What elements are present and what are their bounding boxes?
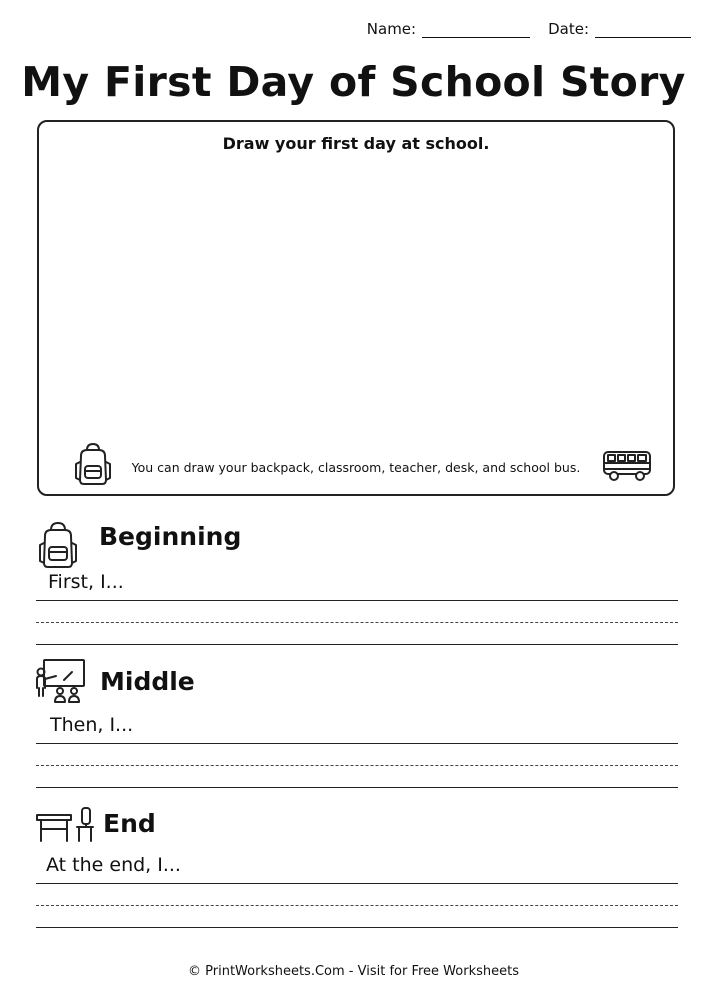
writing-line[interactable] bbox=[36, 927, 678, 928]
section-prompt-middle: Then, I... bbox=[50, 714, 134, 736]
writing-line[interactable] bbox=[36, 644, 678, 645]
backpack-icon bbox=[36, 521, 80, 569]
section-heading-middle: Middle bbox=[100, 667, 195, 696]
desk-chair-icon bbox=[35, 805, 95, 845]
drawing-hint: You can draw your backpack, classroom, teacher, desk, and school bus. bbox=[131, 460, 581, 475]
name-label: Name: bbox=[366, 20, 417, 38]
date-label: Date: bbox=[548, 20, 589, 38]
writing-line[interactable] bbox=[36, 743, 678, 744]
writing-guide-line bbox=[36, 765, 678, 766]
writing-guide-line bbox=[36, 905, 678, 906]
writing-line[interactable] bbox=[36, 787, 678, 788]
name-field[interactable] bbox=[367, 20, 530, 38]
writing-guide-line bbox=[36, 622, 678, 623]
footer-credit: © PrintWorksheets.Com - Visit for Free Worksheets bbox=[188, 964, 519, 979]
school-bus-icon bbox=[601, 448, 653, 484]
drawing-area[interactable] bbox=[37, 120, 675, 496]
teacher-classroom-icon bbox=[34, 658, 88, 706]
page-title: My First Day of School Story bbox=[21, 58, 686, 106]
writing-line[interactable] bbox=[36, 600, 678, 601]
date-blank-line[interactable] bbox=[595, 21, 691, 38]
date-field[interactable] bbox=[548, 20, 691, 38]
section-heading-end: End bbox=[103, 809, 156, 838]
name-blank-line[interactable] bbox=[422, 21, 530, 38]
name-date-row bbox=[367, 20, 691, 38]
drawing-prompt: Draw your first day at school. bbox=[222, 134, 490, 153]
section-prompt-beginning: First, I... bbox=[48, 571, 124, 593]
writing-line[interactable] bbox=[36, 883, 678, 884]
section-heading-beginning: Beginning bbox=[99, 522, 242, 551]
section-prompt-end: At the end, I... bbox=[46, 854, 181, 876]
